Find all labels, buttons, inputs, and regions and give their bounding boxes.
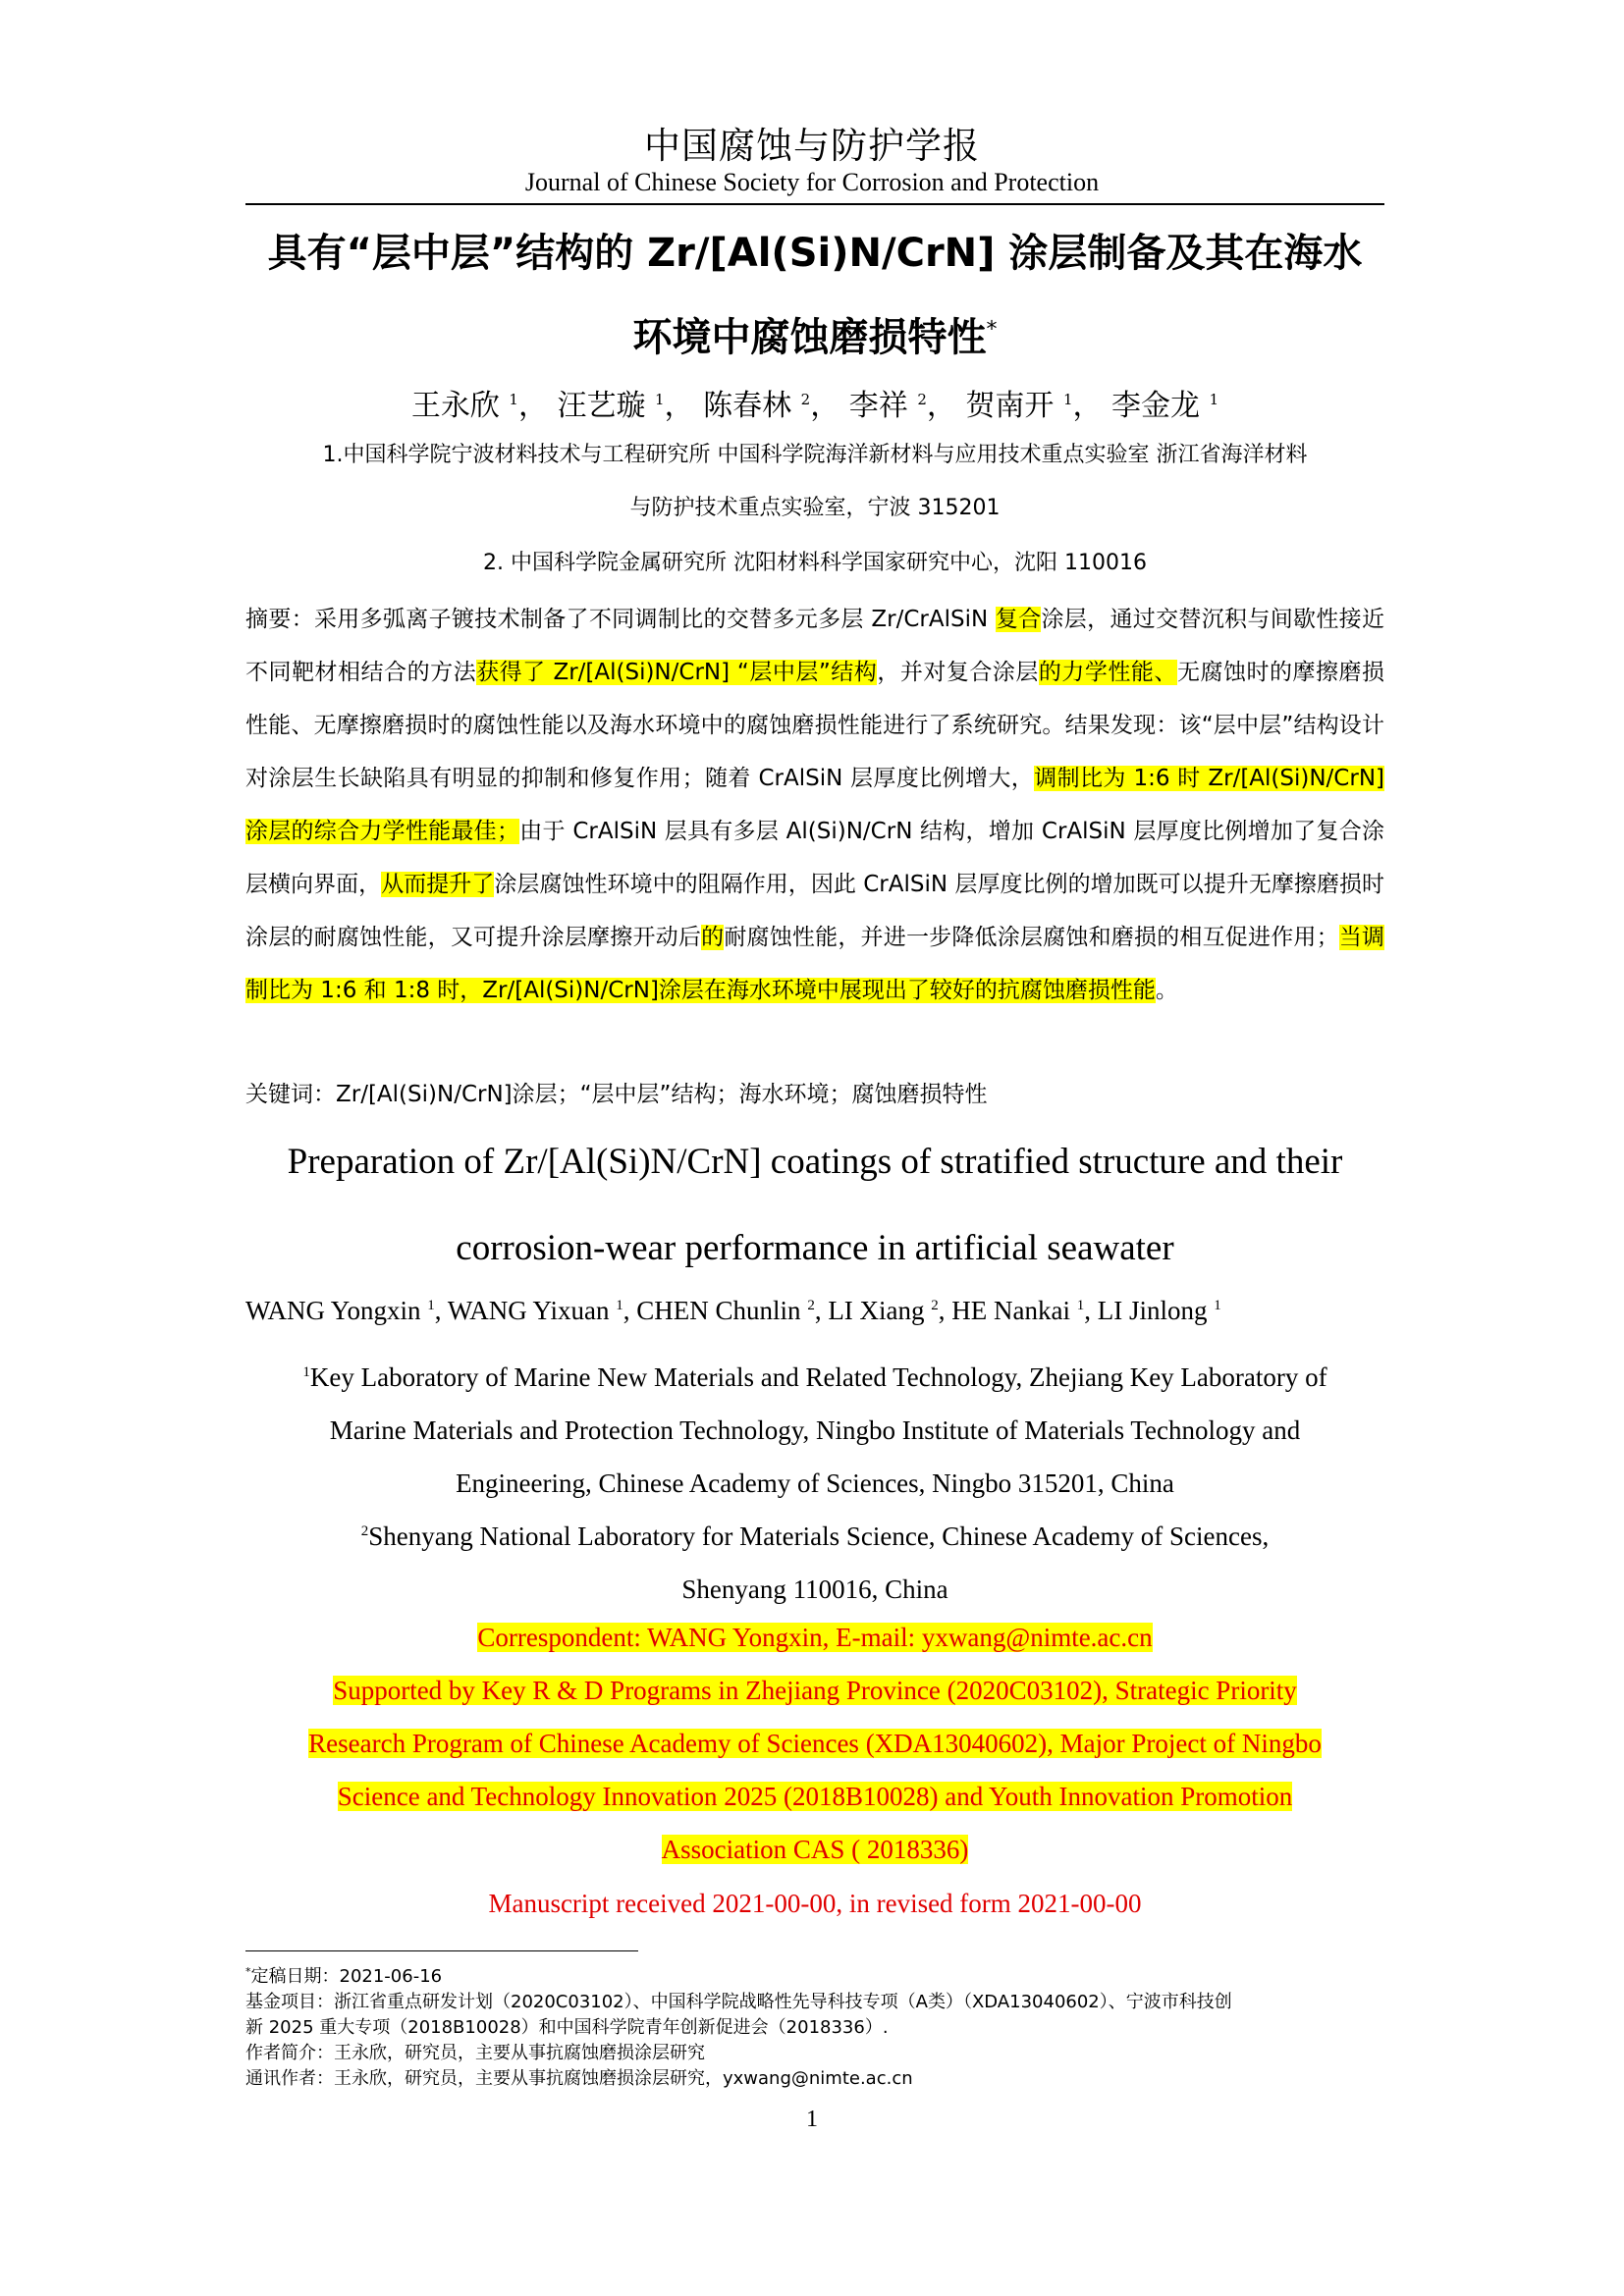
authors-cn <box>245 381 1384 424</box>
header-rule <box>245 203 1384 205</box>
footnotes <box>245 1959 1384 2092</box>
highlight: 的力学性能、 <box>1038 660 1177 685</box>
title-en-line2: corrosion-wear performance in artificial seawater <box>456 1228 1174 1268</box>
highlight: 的 <box>701 925 725 950</box>
footnote-date: *定稿日期：2021-06-16 <box>245 1965 443 1987</box>
author-cn: 贺南开 $^1$， <box>965 389 1103 423</box>
journal-name-cn: 中国腐蚀与防护学报 <box>644 125 980 167</box>
author-cn: 汪艺璇 $^1$， <box>557 389 694 423</box>
journal-name-en: Journal of Chinese Society for Corrosion and Protection <box>524 168 1100 196</box>
title-cn-line2 <box>245 306 1384 362</box>
keywords-cn: 关键词：Zr/[Al(Si)N/CrN]涂层；“层中层”结构；海水环境；腐蚀磨损特性 <box>245 1082 988 1107</box>
title-footnote-mark: * <box>986 317 998 343</box>
author-cn: 王永欣 $^1$， <box>410 389 548 423</box>
affiliation-en-2: $^2$Shenyang National Laboratory for Materials Science, Chinese Academy of Sciences, Shenyang 110016, China <box>360 1522 1270 1604</box>
title-cn-line2-text: 环境中腐蚀磨损特性 <box>632 315 987 360</box>
title-cn-line1: 具有“层中层”结构的 Zr/[Al(Si)N/CrN] 涂层制备及其在海水 <box>267 231 1363 276</box>
footnote-author: 作者简介：王永欣，研究员，主要从事抗腐蚀磨损涂层研究 <box>245 2043 705 2063</box>
affiliation-cn-1: 1.中国科学院宁波材料技术与工程研究所 中国科学院海洋新材料与应用技术重点实验室 浙江省海洋材料 与防护技术重点实验室，宁波 315201 <box>322 443 1308 520</box>
author-en: WANG Yongxin $^1$, <box>245 1296 448 1325</box>
correspondent: Correspondent: WANG Yongxin, E-mail: yxwang@nimte.ac.cn <box>477 1623 1153 1652</box>
affiliation-en-1: $^1$Key Laboratory of Marine New Materials and Related Technology, Zhejiang Key Laboratory of Marine Materials and Protection Technology, Ningbo Institute of Materials Technology and Engineering, Chinese Academy of Sciences, Ningbo 315201, China <box>302 1362 1327 1498</box>
title-en-line1: Preparation of Zr/[Al(Si)N/CrN] coatings of stratified structure and their <box>287 1142 1343 1182</box>
footnote-contact: 通讯作者：王永欣，研究员，主要从事抗腐蚀磨损涂层研究，yxwang@nimte.ac.cn <box>245 2068 913 2089</box>
authors-en <box>245 1296 1384 1326</box>
manuscript-dates: Manuscript received 2021-00-00, in revised form 2021-00-00 <box>488 1889 1142 1918</box>
highlight: 调制比为 1:6 时 Zr/[Al(Si)N/CrN]涂层的综合力学性能最佳； <box>245 766 1384 844</box>
author-en: CHEN Chunlin $^2$, <box>636 1296 829 1325</box>
affiliation-cn-2: 2. 中国科学院金属研究所 沈阳材料科学国家研究中心，沈阳 110016 <box>483 551 1147 575</box>
highlight: 复合 <box>995 607 1042 632</box>
author-en: LI Jinlong $^1$ <box>1097 1296 1221 1325</box>
author-en: WANG Yixuan $^1$, <box>447 1296 637 1325</box>
author-cn: 李金龙 $^1$ <box>1111 389 1219 423</box>
page-number: 1 <box>806 2107 818 2132</box>
abstract-cn: 摘要：采用多弧离子镀技术制备了不同调制比的交替多元多层 Zr/CrAlSiN 复合涂层，通过交替沉积与间歇性接近不同靶材相结合的方法获得了 Zr/[Al(Si)N/CrN] “层中层”结构，并对复合涂层的力学性能、无腐蚀时的摩擦磨损性能、无摩擦磨损时的腐蚀性能以及海水环境中的腐蚀磨损性能进行了系统研究。结果发现：该“层中层”结构设计对涂层生长缺陷具有明显的抑制和修复作用；随着 CrAlSiN 层厚度比例增大，调制比为 1:6 时 Zr/[Al(Si)N/CrN]涂层的综合力学性能最佳；由于 CrAlSiN 层具有多层 Al(Si)N/CrN 结构，增加 CrAlSiN 层厚度比例增加了复合涂层横向界面，从而提升了涂层腐蚀性环境中的阻隔作用，因此 CrAlSiN 层厚度比例的增加既可以提升无摩擦磨损时涂层的耐腐蚀性能，又可提升涂层摩擦开动后的耐腐蚀性能，并进一步降低涂层腐蚀和磨损的相互促进作用；当调制比为 1:6 和 1:8 时，Zr/[Al(Si)N/CrN]涂层在海水环境中展现出了较好的抗腐蚀磨损性能。 <box>245 607 1385 1003</box>
author-cn: 陈春林 $^2$， <box>703 389 840 423</box>
highlight: 获得了 Zr/[Al(Si)N/CrN] “层中层”结构 <box>476 660 878 685</box>
author-cn: 李祥 $^2$， <box>848 389 956 423</box>
author-en: LI Xiang $^2$, <box>828 1296 952 1325</box>
author-en: HE Nankai $^1$, <box>951 1296 1098 1325</box>
highlight: 当调制比为 1:6 和 1:8 时，Zr/[Al(Si)N/CrN]涂层在海水环境中展现出了较好的抗腐蚀磨损性能 <box>245 925 1385 1003</box>
highlight: 从而提升了 <box>381 872 495 897</box>
footnote-rule <box>245 1950 638 1951</box>
funding-statement: Supported by Key R & D Programs in Zhejiang Province (2020C03102), Strategic Priority Research Program of Chinese Academy of Sciences (XDA13040602), Major Project of Ningbo Science and Technology Innovation 2025 (2018B10028) and Youth Innovation Promotion Association CAS ( 2018336) <box>308 1676 1322 1864</box>
footnote-fund: 基金项目：浙江省重点研发计划（2020C03102）、中国科学院战略性先导科技专项（A类）（XDA13040602）、宁波市科技创 新 2025 重大专项（2018B10028）和中国科学院青年创新促进会（2018336）. <box>245 1992 1232 2038</box>
